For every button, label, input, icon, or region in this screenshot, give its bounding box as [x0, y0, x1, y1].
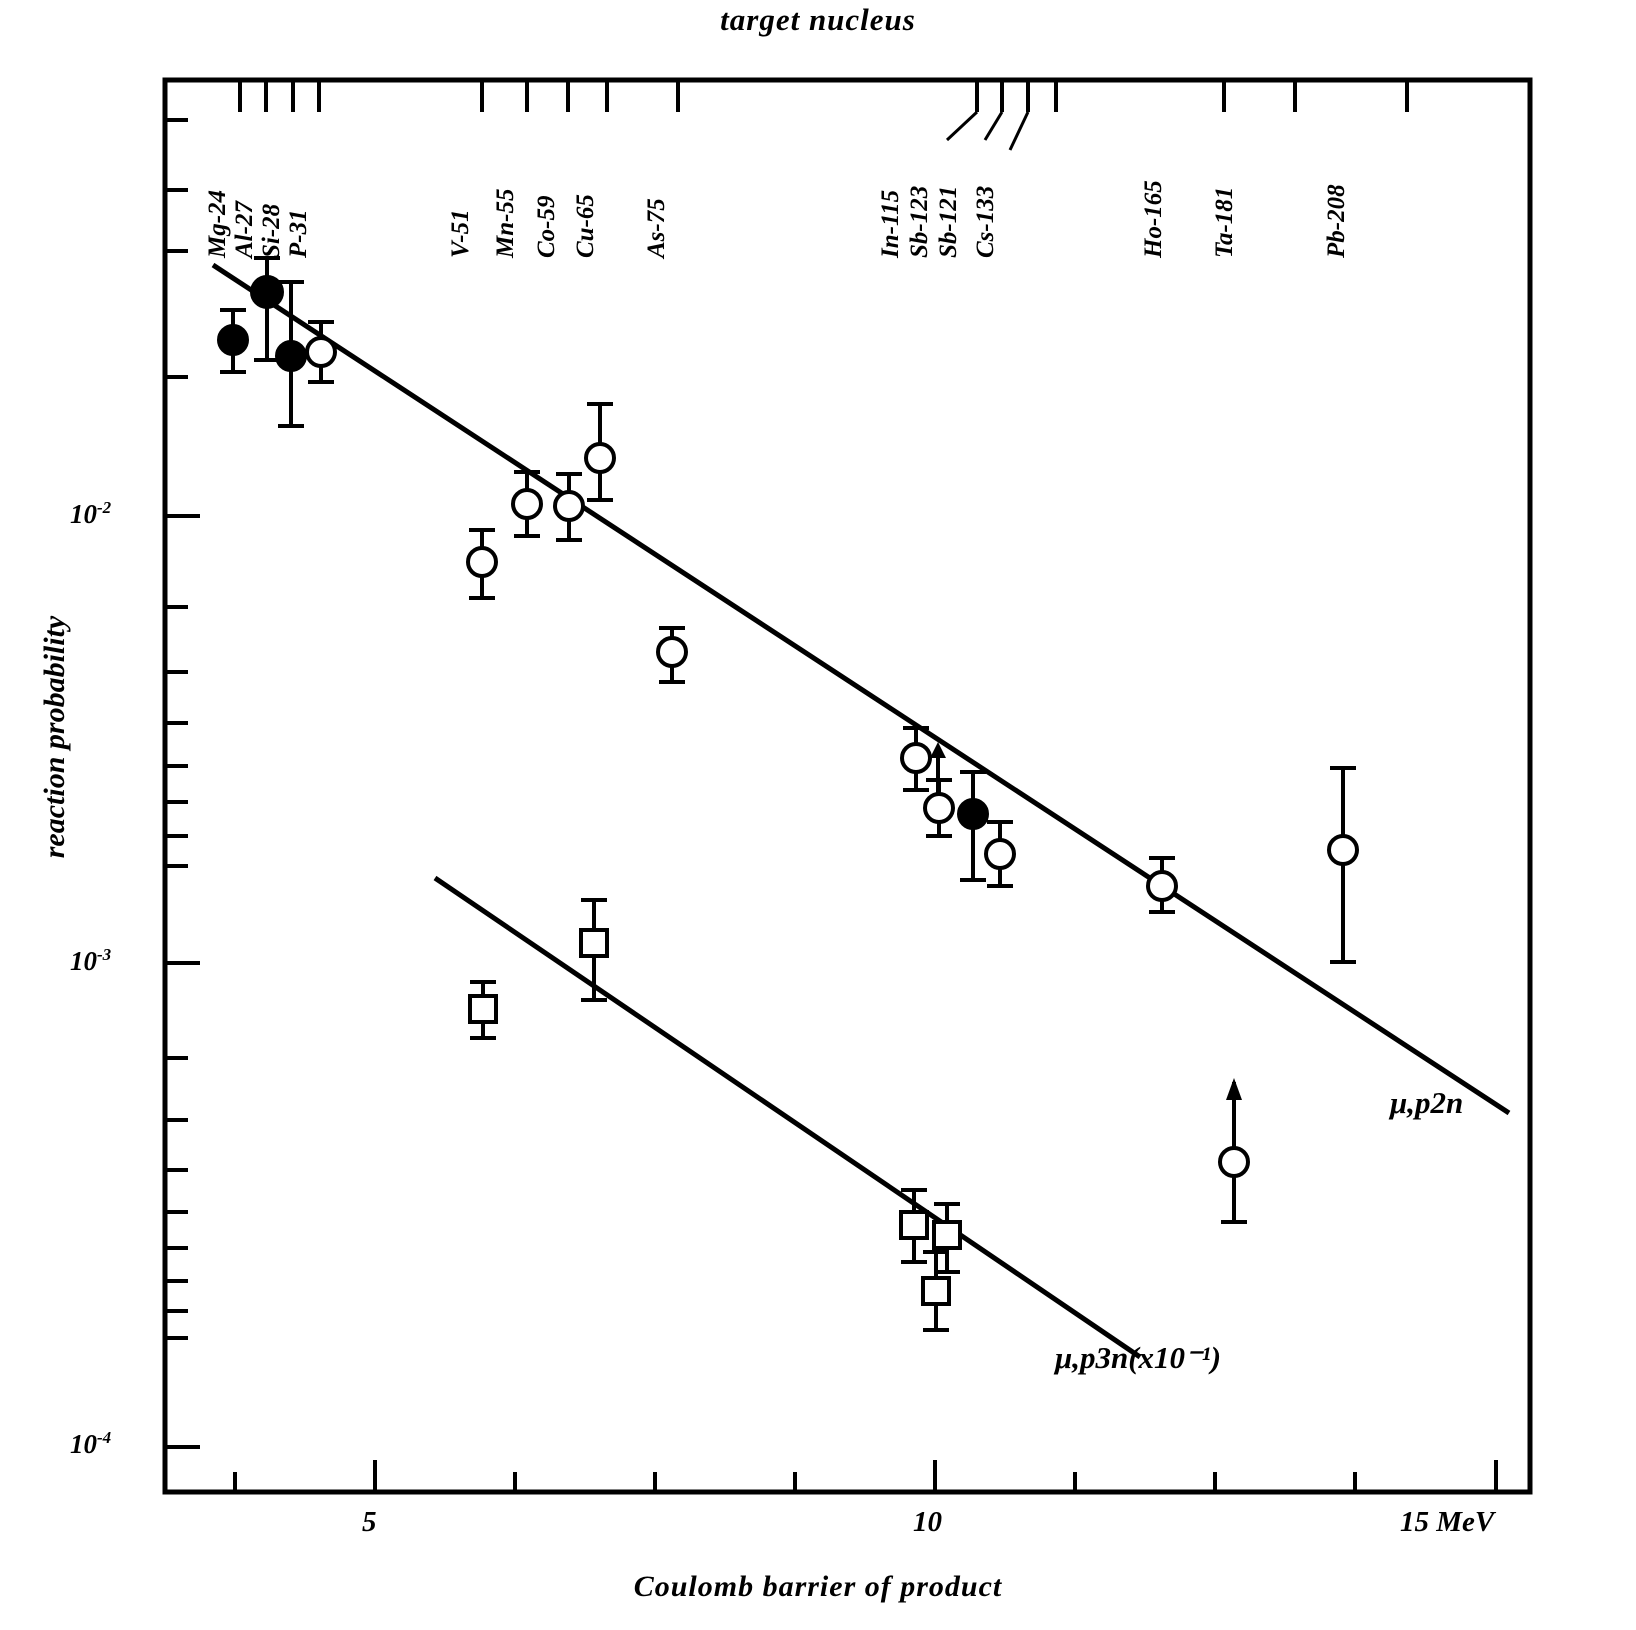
point-sb-123 — [925, 780, 953, 836]
nucleus-label-mn-55: Mn-55 — [492, 188, 519, 258]
point-mn-55 — [513, 472, 541, 536]
nucleus-label-ta-181: Ta-181 — [1211, 186, 1238, 258]
point-ta-181 — [1220, 1078, 1248, 1222]
axes-frame — [165, 80, 1530, 1492]
point-v-51 — [468, 530, 496, 598]
point-co-59 — [555, 474, 583, 540]
nucleus-label-v-51: V-51 — [447, 209, 474, 258]
nucleus-label-pb-208: Pb-208 — [1323, 184, 1350, 258]
nucleus-label-cs-133: Cs-133 — [972, 185, 999, 258]
nucleus-label-cu-65: Cu-65 — [572, 194, 599, 258]
nucleus-tick-marks — [240, 80, 1407, 112]
nucleus-label-co-59: Co-59 — [533, 195, 560, 258]
nucleus-label-mg-24: Mg-24 — [204, 189, 231, 258]
y-axis-minor-ticks — [165, 120, 188, 1338]
point-pb-208 — [1329, 768, 1357, 962]
x-axis-title: Coulomb barrier of product — [633, 1570, 1003, 1603]
point-as-75 — [658, 628, 686, 682]
point-sq-v-51 — [470, 982, 496, 1038]
point-sq-cu-65 — [581, 900, 607, 1000]
nucleus-label-ho-165: Ho-165 — [1140, 180, 1167, 258]
x-tick-10: 10 — [913, 1506, 942, 1538]
nucleus-label-sb-121: Sb-121 — [935, 185, 962, 258]
nucleus-label-al-27: Al-27 — [231, 201, 258, 258]
top-title: target nucleus — [720, 2, 916, 37]
nucleus-label-in-115: In-115 — [877, 189, 904, 258]
point-ho-165 — [1148, 858, 1176, 912]
y-tick-1e-3: $10^{-3}$ — [70, 945, 112, 976]
point-mg-24 — [219, 310, 247, 372]
nucleus-label-sb-123: Sb-123 — [906, 185, 933, 258]
y-tick-1e-4: $10^{-4}$ — [70, 1428, 112, 1459]
nucleus-label-si-28: Si-28 — [258, 203, 285, 258]
nucleus-leader-lines — [947, 112, 1028, 150]
x-axis-ticks — [235, 1460, 1496, 1492]
y-axis-label: reaction probability — [38, 615, 71, 859]
point-cu-65 — [586, 404, 614, 500]
x-tick-5: 5 — [362, 1506, 377, 1538]
point-cs-133 — [986, 822, 1014, 886]
x-tick-15-mev: 15 MeV — [1400, 1506, 1495, 1538]
y-axis-ticks — [165, 516, 200, 1447]
fit-line-p2n — [213, 265, 1509, 1113]
data-points — [219, 258, 1357, 1330]
curve-label-p2n: μ,p2n — [1390, 1085, 1464, 1120]
nucleus-label-as-75: As-75 — [643, 198, 670, 258]
point-si-28 — [277, 282, 305, 426]
curve-label-p3n: μ,p3n(x10⁻¹) — [1055, 1340, 1222, 1375]
fit-line-p3n — [435, 878, 1140, 1357]
point-in-115 — [902, 728, 930, 790]
y-tick-1e-2: $10^{-2}$ — [70, 498, 112, 529]
nucleus-label-p-31: P-31 — [285, 209, 312, 258]
point-sb-121 — [959, 772, 987, 880]
